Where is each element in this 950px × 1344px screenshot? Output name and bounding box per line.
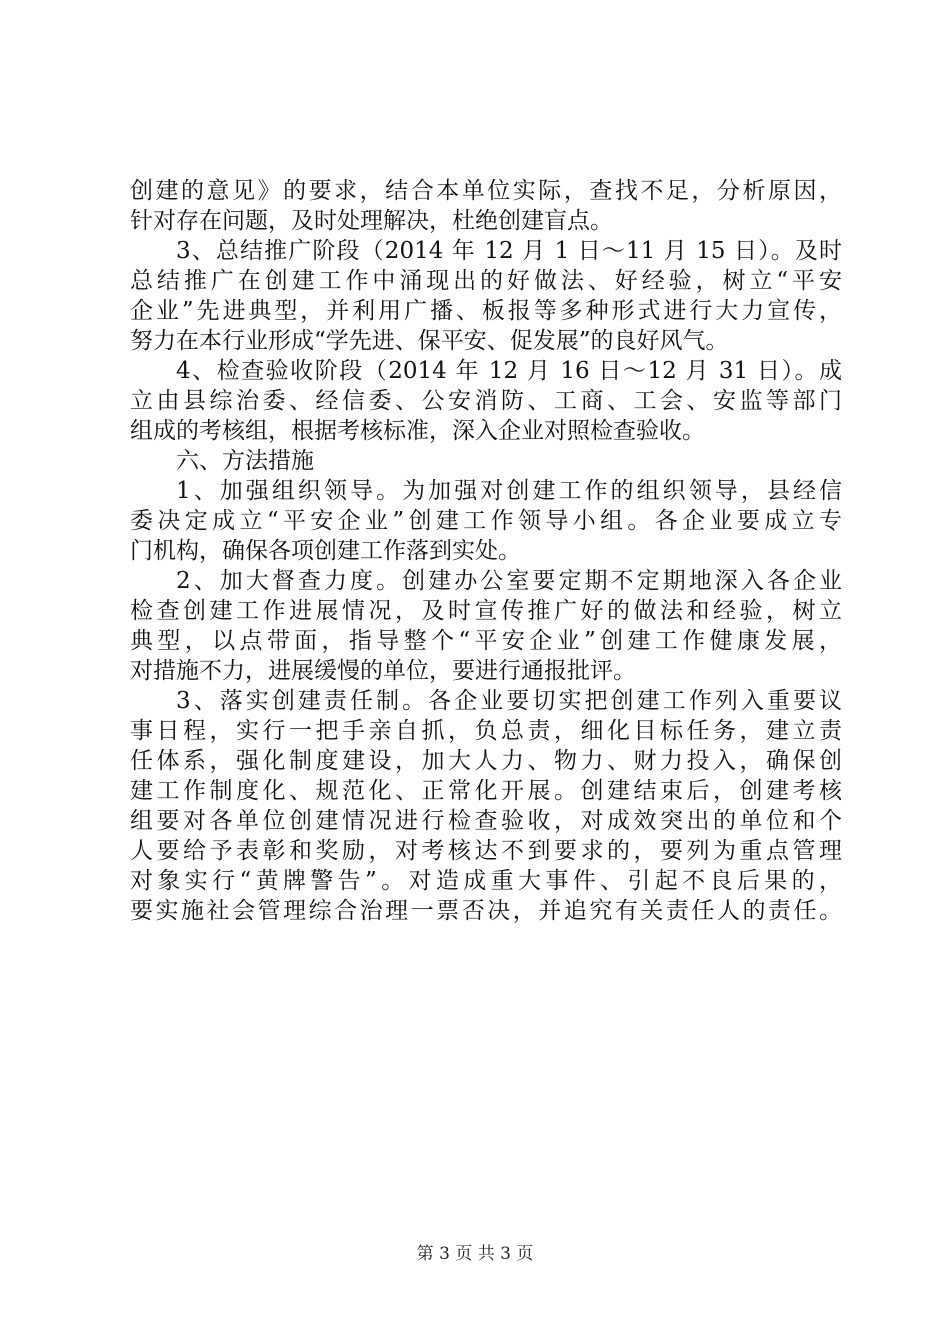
text-line: 组要对各单位创建情况进行检查验收，对成效突出的单位和个 — [130, 808, 842, 834]
text-line: 对措施不力，进展缓慢的单位，要进行通报批评。 — [130, 658, 636, 684]
text-line: 组成的考核组，根据考核标准，深入企业对照检查验收。 — [130, 418, 705, 444]
page-footer — [0, 1243, 950, 1265]
section-heading — [130, 446, 842, 476]
text-line: 建工作制度化、规范化、正常化开展。创建结束后，创建考核 — [130, 778, 842, 804]
page-number-label: 第 3 页 共 3 页 — [416, 1244, 534, 1264]
paragraph — [130, 686, 842, 926]
paragraph — [130, 356, 842, 446]
text-line: 人要给予表彰和奖励，对考核达不到要求的，要列为重点管理 — [130, 838, 842, 864]
text-line: 4、检查验收阶段（2014 年 12 月 16 日～12 月 31 日）。成 — [176, 358, 842, 384]
text-line: 3、落实创建责任制。各企业要切实把创建工作列入重要议 — [176, 688, 842, 714]
text-line: 针对存在问题，及时处理解决，杜绝创建盲点。 — [130, 208, 613, 234]
text-line: 创建的意见》的要求，结合本单位实际，查找不足，分析原因， — [130, 178, 842, 204]
heading-line: 六、方法措施 — [176, 448, 314, 474]
text-line: 努力在本行业形成“学先进、保平安、促发展”的良好风气。 — [130, 328, 729, 354]
text-line: 检查创建工作进展情况，及时宣传推广好的做法和经验，树立 — [130, 598, 842, 624]
text-line: 对象实行“黄牌警告”。对造成重大事件、引起不良后果的， — [130, 868, 842, 894]
text-line: 要实施社会管理综合治理一票否决，并追究有关责任人的责任。 — [130, 898, 842, 924]
text-line: 2、加大督查力度。创建办公室要定期不定期地深入各企业 — [176, 568, 842, 594]
text-line: 门机构，确保各项创建工作落到实处。 — [130, 538, 521, 564]
paragraph — [130, 566, 842, 686]
text-line: 1、加强组织领导。为加强对创建工作的组织领导，县经信 — [176, 478, 842, 504]
text-line: 典型，以点带面，指导整个“平安企业”创建工作健康发展， — [130, 628, 842, 654]
text-line: 立由县综治委、经信委、公安消防、工商、工会、安监等部门 — [130, 388, 842, 414]
paragraph — [130, 236, 842, 356]
text-line: 企业”先进典型，并利用广播、板报等多种形式进行大力宣传， — [130, 298, 842, 324]
paragraph — [130, 176, 842, 236]
text-line: 3、总结推广阶段（2014 年 12 月 1 日～11 月 15 日）。及时 — [176, 238, 842, 264]
paragraph — [130, 476, 842, 566]
text-line: 委决定成立“平安企业”创建工作领导小组。各企业要成立专 — [130, 508, 842, 534]
text-line: 任体系，强化制度建设，加大人力、物力、财力投入，确保创 — [130, 748, 842, 774]
document-body — [130, 176, 842, 926]
text-line: 总结推广在创建工作中涌现出的好做法、好经验，树立“平安 — [130, 268, 842, 294]
text-line: 事日程，实行一把手亲自抓，负总责，细化目标任务，建立责 — [130, 718, 842, 744]
